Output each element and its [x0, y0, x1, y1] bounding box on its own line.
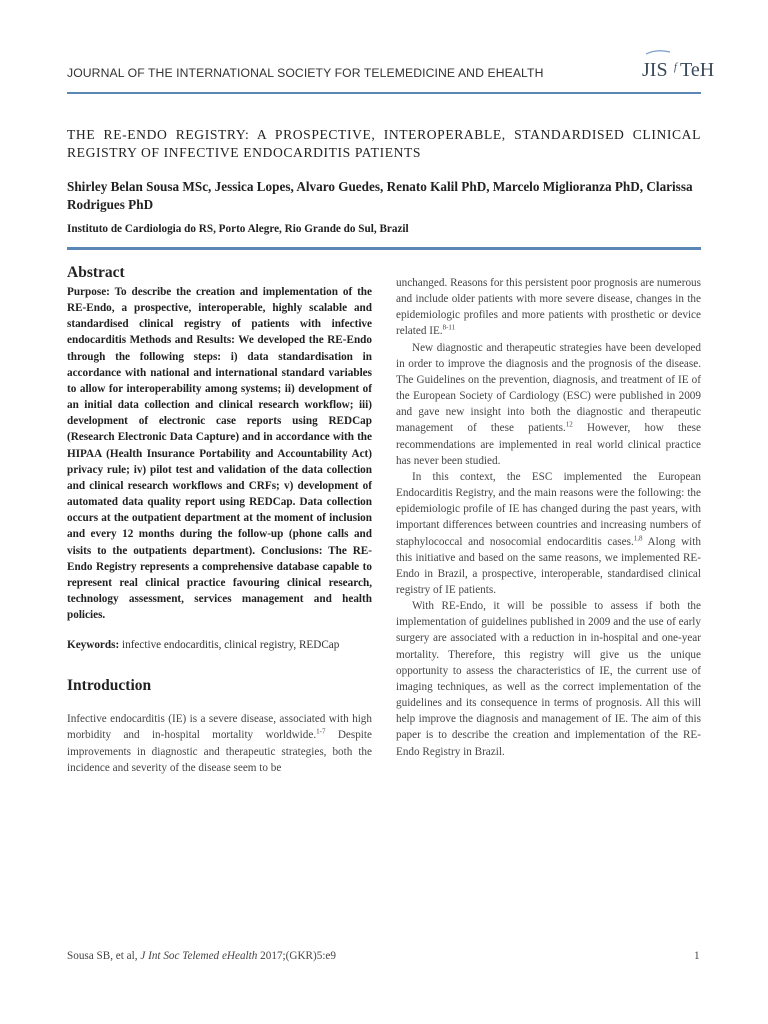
svg-text:TeH: TeH: [680, 59, 715, 81]
journal-logo: [640, 48, 715, 82]
citation-volume: 2017;(GKR)5:e9: [257, 950, 336, 962]
citation-journal: J Int Soc Telemed eHealth: [140, 950, 258, 962]
citation-authors: Sousa SB, et al,: [67, 950, 141, 962]
section-rule: [67, 247, 701, 250]
intro-text-part: Infective endocarditis (IE) is a severe disease, associated with high morbidity and in-hospital mortality worldwide.: [67, 713, 372, 742]
introduction-paragraph: [67, 711, 372, 776]
paragraph-text: unchanged. Reasons for this persistent poor prognosis are numerous and include older patients with more severe disease, changes in the epidemiologic profiles and more patients with prosthetic or device related IE.: [396, 277, 701, 338]
citation-ref: 12: [565, 420, 573, 429]
keywords-label: Keywords:: [67, 639, 120, 652]
abstract-text: Purpose: To describe the creation and implementation of the RE-Endo, a prospective, interoperable, highly scalable and standardised clinical registry of patients with infective endocarditis Methods and Results: We developed the RE-Endo through the following steps: i) data standardisation in accordance with national and international standard variables to allow for interoperability among systems; ii) development of an initial data collection and clinical research workflow; iii) development of electronic case reports using REDCap (Research Electronic Data Capture) and in accordance with the HIPAA (Health Insurance Portability and Accountability Act) privacy rule; iv) pilot test and validation of the data collection and clinical research workflows and CRFs; v) development of automated data quality report using REDCap. Data collection occurs at the outpatient department at the moment of inclusion and every 12 months during the follow-up (phone calls and visits to the outpatients department). Conclusions: The RE-Endo Registry represents a comprehensive database capable to represent real clinical practice favouring clinical research, technology assessment, services management and health policies.: [67, 286, 372, 622]
svg-text:f: f: [674, 62, 677, 73]
keywords-text: infective endocarditis, clinical registry, REDCap: [119, 639, 340, 652]
intro-text-part: Despite improvements in diagnostic and therapeutic strategies, both the incidence and severity of the disease seem to be: [67, 729, 372, 774]
author-list: Shirley Belan Sousa MSc, Jessica Lopes, Alvaro Guedes, Renato Kalil PhD, Marcelo Miglioranza PhD, Clarissa Rodrigues PhD: [67, 179, 693, 212]
paragraph-text: However, how these recommendations are implemented in real world clinical practice has never been studied.: [396, 422, 702, 467]
paragraph-text: In this context, the ESC implemented the European Endocarditis Registry, and the main reasons were the following: the epidemiologic profile of IE has changed during the past years, with important differences between countries and increasing numbers of staphylococcal and nosocomial endocarditis cases.: [396, 470, 701, 548]
left-column: [67, 264, 372, 776]
header-rule: [67, 92, 701, 94]
affiliation: Instituto de Cardiologia do RS, Porto Alegre, Rio Grande do Sul, Brazil: [67, 223, 409, 235]
paragraph-text: Along with this initiative and based on the same reasons, we implemented RE-Endo in Brazil, a prospective, interoperable, standardised clinical registry of IE patients.: [396, 535, 701, 596]
introduction-heading: Introduction: [67, 677, 152, 695]
footer-citation: [67, 950, 336, 962]
body-paragraph: [396, 469, 701, 598]
body-paragraph: With RE-Endo, it will be possible to assess if both the implementation of guidelines published in 2009 and the use of early surgery are associated with a reduction in in-hospital and one-year mortality. Therefore, this registry will give us the unique opportunity to assess the characteristics of IE, the current use of imaging techniques, as well as the correct implementation of the guidelines and its consequence in terms of prognosis. All this will help improve the diagnosis and management of IE. The aim of this paper is to describe the creation and implementation of the RE-Endo Registry in Brazil.: [396, 600, 701, 758]
citation-ref: 1-7: [316, 727, 326, 736]
keywords: [67, 637, 372, 653]
page-number: 1: [694, 950, 700, 962]
article-title: THE RE-ENDO REGISTRY: A PROSPECTIVE, INTEROPERABLE, STANDARDISED CLINICAL REGISTRY OF INFECTIVE ENDOCARDITIS PATIENTS: [67, 127, 701, 160]
paragraph-text: New diagnostic and therapeutic strategies have been developed in order to improve the diagnosis and the prognosis of the disease. The Guidelines on the prevention, diagnosis, and treatment of IE of the European Society of Cardiology (ESC) were published in 2009 and gave new insight into both the diagnostic and therapeutic management of these patients.: [396, 341, 701, 435]
body-paragraph: [396, 340, 701, 469]
citation-ref: 8-11: [442, 323, 456, 332]
svg-text:JIS: JIS: [642, 59, 668, 81]
abstract-heading: Abstract: [67, 264, 125, 281]
citation-ref: 1,8: [633, 533, 643, 542]
body-paragraph: [396, 275, 701, 340]
right-column: [396, 275, 701, 760]
journal-header: JOURNAL OF THE INTERNATIONAL SOCIETY FOR TELEMEDICINE AND EHEALTH: [67, 66, 544, 80]
